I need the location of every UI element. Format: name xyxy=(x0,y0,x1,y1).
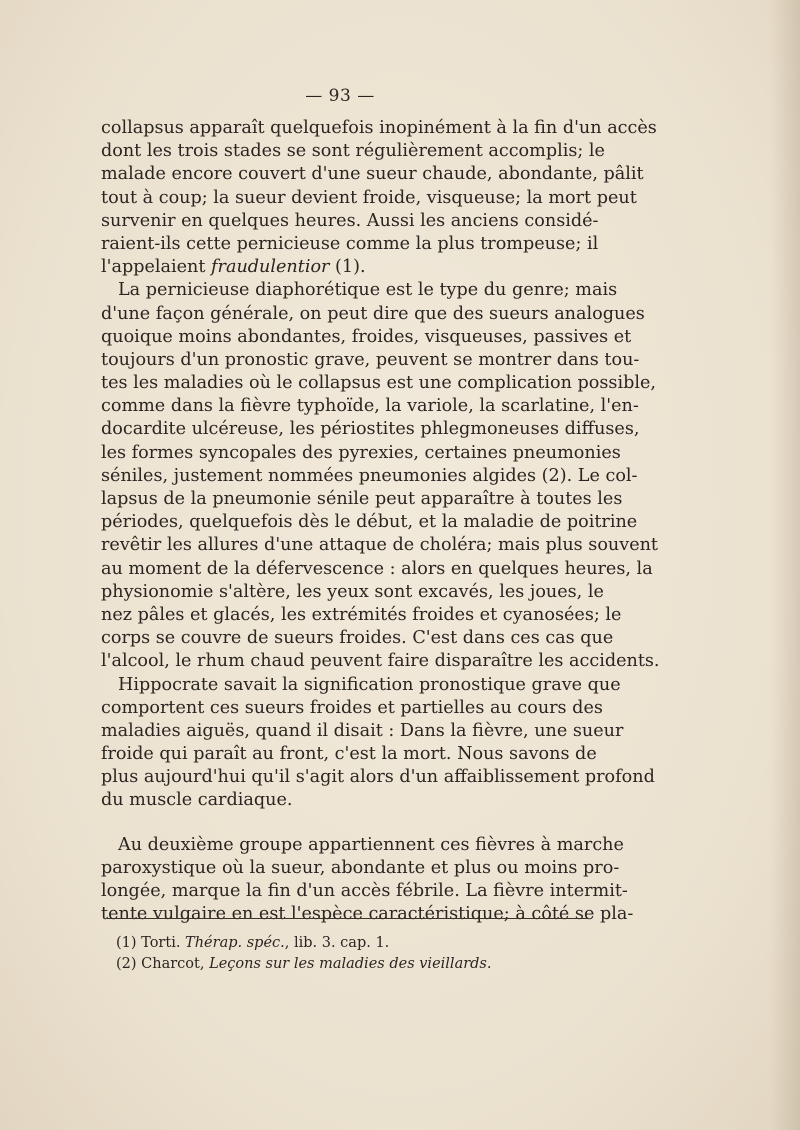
footnote-title: Thérap. spéc. xyxy=(185,935,285,951)
footnote-reference: , lib. 3. cap. 1. xyxy=(284,935,390,951)
text-line: les formes syncopales des pyrexies, certaines pneumonies xyxy=(101,442,621,463)
text-line: longée, marque la fin d'un accès fébrile. La fièvre intermit- xyxy=(101,881,628,901)
text-line: tes les maladies où le collapsus est une complication possible, xyxy=(101,373,656,394)
footnote xyxy=(116,933,586,954)
paragraph xyxy=(101,117,657,279)
text-line: froide qui paraît au front, c'est la mort. Nous savons de xyxy=(101,744,597,765)
paragraph xyxy=(101,279,660,673)
text-line: comportent ces sueurs froides et partielles au cours des xyxy=(101,697,603,718)
text-line: maladies aiguës, quand il disait : Dans la fièvre, une sueur xyxy=(101,720,624,741)
text-line: plus aujourd'hui qu'il s'agit alors d'un affaiblissement profond xyxy=(101,767,655,788)
text-line: d'une façon générale, on peut dire que des sueurs analogues xyxy=(101,303,645,324)
body-text xyxy=(101,117,660,926)
footnote-number: (2) xyxy=(116,956,137,972)
text-line: du muscle cardiaque. xyxy=(101,790,293,811)
text-line: tout à coup; la sueur devient froide, visqueuse; la mort peut xyxy=(101,187,637,208)
text-line: docardite ulcéreuse, les périostites phlegmoneuses diffuses, xyxy=(101,419,640,440)
text-line: Au deuxième groupe appartiennent ces fièvres à marche xyxy=(118,834,624,855)
text-line: survenir en quelques heures. Aussi les anciens considé- xyxy=(101,210,599,231)
text-line: toujours d'un pronostic grave, peuvent se montrer dans tou- xyxy=(101,349,640,370)
footnote-reference: . xyxy=(486,956,492,972)
text-line: comme dans la fièvre typhoïde, la variole, la scarlatine, l'en- xyxy=(101,396,639,417)
text-line: lapsus de la pneumonie sénile peut apparaître à toutes les xyxy=(101,489,623,509)
text-line: au moment de la défervescence : alors en quelques heures, la xyxy=(101,558,653,579)
paragraph xyxy=(101,674,655,813)
text-line: quoique moins abondantes, froides, visqueuses, passives et xyxy=(101,326,632,347)
text-line: raient-ils cette pernicieuse comme la plus trompeuse; il xyxy=(101,233,599,254)
text-line: Hippocrate savait la signification pronostique grave que xyxy=(118,674,621,695)
text-segment: l'appelaient xyxy=(101,257,212,278)
footnote-ref: (1). xyxy=(329,257,366,278)
footnote-author: Charcot, xyxy=(141,956,205,972)
footnote-number: (1) xyxy=(116,935,137,951)
text-line: collapsus apparaît quelquefois inopinément à la fin d'un accès xyxy=(101,118,657,138)
italic-term: fraudulentior xyxy=(211,257,330,278)
text-line: malade encore couvert d'une sueur chaude, abondante, pâlit xyxy=(101,164,644,185)
text-line: La pernicieuse diaphorétique est le type du genre; mais xyxy=(118,280,618,301)
footnote xyxy=(116,954,586,975)
text-line: nez pâles et glacés, les extrémités froides et cyanosées; le xyxy=(101,604,622,625)
text-line xyxy=(101,256,587,279)
footnotes xyxy=(116,933,586,975)
footnote-author: Torti. xyxy=(141,935,181,951)
footnote-divider xyxy=(107,918,587,919)
paragraph xyxy=(101,834,634,927)
text-line: dont les trois stades se sont régulièrement accomplis; le xyxy=(101,141,605,162)
text-line: séniles, justement nommées pneumonies algides (2). Le col- xyxy=(101,465,638,486)
paragraph-spacer xyxy=(101,813,587,834)
text-line: physionomie s'altère, les yeux sont excavés, les joues, le xyxy=(101,581,604,602)
page-number: — 93 — xyxy=(305,86,375,106)
text-line: paroxystique où la sueur, abondante et plus ou moins pro- xyxy=(101,857,620,878)
text-line: corps se couvre de sueurs froides. C'est dans ces cas que xyxy=(101,628,614,649)
text-line: revêtir les allures d'une attaque de choléra; mais plus souvent xyxy=(101,535,659,556)
footnote-title: Leçons sur les maladies des vieillards xyxy=(209,956,487,972)
text-line: périodes, quelquefois dès le début, et la maladie de poitrine xyxy=(101,512,638,533)
text-line: tente vulgaire en est l'espèce caractéristique; à côté se pla- xyxy=(101,904,634,925)
text-line: l'alcool, le rhum chaud peuvent faire disparaître les accidents. xyxy=(101,651,660,672)
